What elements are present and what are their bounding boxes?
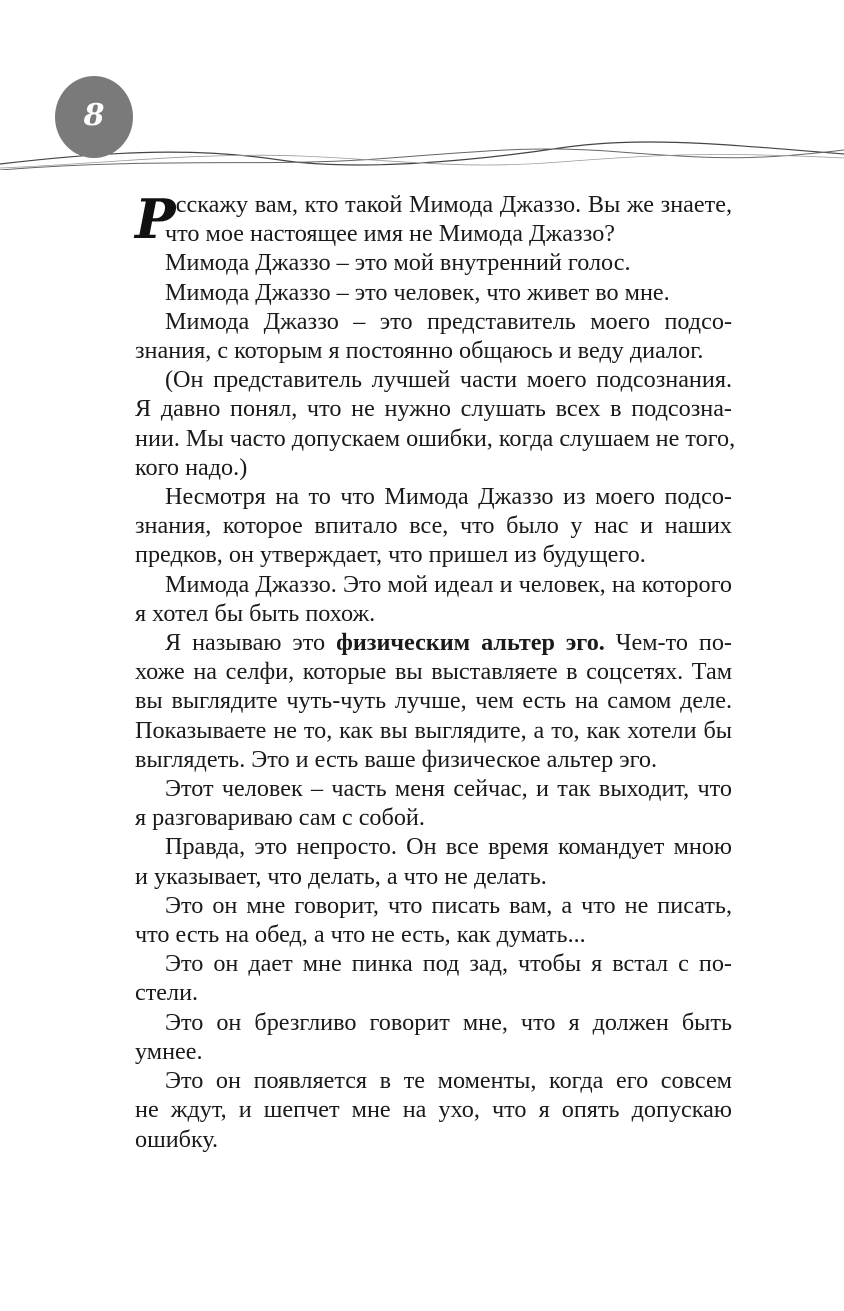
text-line: стели. — [135, 979, 199, 1007]
text-line: ошибку. — [135, 1125, 219, 1153]
text-line: Это он появляется в те моменты, когда его совсем — [165, 1067, 732, 1095]
text-line: Мимода Джаззо – это мой внутренний голос. — [165, 249, 631, 277]
page-number-badge — [55, 76, 133, 158]
body-text — [135, 187, 736, 1154]
text-line: Мимода Джаззо – это человек, что живет во мне. — [165, 278, 670, 306]
drop-cap: Р — [135, 187, 176, 251]
text-line: я хотел бы быть похож. — [135, 599, 376, 627]
text-line: не ждут, и шепчет мне на ухо, что я опять допускаю — [135, 1096, 732, 1124]
text-line: Показываете не то, как вы выглядите, а то, как хотели бы — [135, 716, 732, 744]
text-line — [135, 628, 732, 657]
text-line: асскажу вам, кто такой Мимода Джаззо. Вы же знаете, — [165, 191, 732, 218]
page-header — [0, 0, 844, 180]
bold-term: физическим альтер эго. — [336, 629, 605, 657]
text-line: знания, с которым я постоянно общаюсь и веду диалог. — [135, 337, 704, 365]
text-line: вы выглядите чуть-чуть лучше, чем есть на самом деле. — [135, 687, 732, 715]
text-line: Несмотря на то что Мимода Джаззо из моего подсо- — [165, 483, 732, 511]
text-line: знания, которое впитало все, что было у нас и наших — [135, 512, 732, 540]
text-line: нии. Мы часто допускаем ошибки, когда слушаем не того, — [135, 424, 736, 452]
text-line: умнее. — [135, 1037, 203, 1065]
text-line: Я давно понял, что не нужно слушать всех в подсозна- — [135, 395, 732, 423]
text-line: и указывает, что делать, а что не делать. — [135, 862, 547, 890]
text-line: Мимода Джаззо. Это мой идеал и человек, на которого — [165, 570, 732, 598]
text-line: (Он представитель лучшей части моего подсознания. — [165, 366, 732, 394]
text-run: Я называю это — [165, 629, 337, 657]
text-line: Этот человек – часть меня сейчас, и так выходит, что — [165, 775, 732, 803]
page-number: 8 — [83, 98, 105, 133]
text-line: Правда, это непросто. Он все время командует мною — [165, 833, 732, 861]
text-line: предков, он утверждает, что пришел из будущего. — [135, 541, 646, 569]
text-line: что мое настоящее имя не Мимода Джаззо? — [165, 220, 616, 248]
text-line: хоже на селфи, которые вы выставляете в соцсетях. Там — [135, 658, 732, 686]
text-line: что есть на обед, а что не есть, как думать... — [135, 921, 586, 949]
text-line: Это он брезгливо говорит мне, что я должен быть — [165, 1008, 732, 1036]
text-line: я разговариваю сам с собой. — [135, 804, 425, 832]
text-line: кого надо.) — [135, 453, 248, 481]
text-run: Чем-то по- — [604, 629, 732, 657]
text-line: Это он мне говорит, что писать вам, а что не писать, — [165, 891, 732, 919]
text-line: выглядеть. Это и есть ваше физическое альтер эго. — [135, 745, 658, 773]
text-line: Мимода Джаззо – это представитель моего подсо- — [165, 307, 732, 335]
text-line: Это он дает мне пинка под зад, чтобы я встал с по- — [165, 950, 732, 978]
